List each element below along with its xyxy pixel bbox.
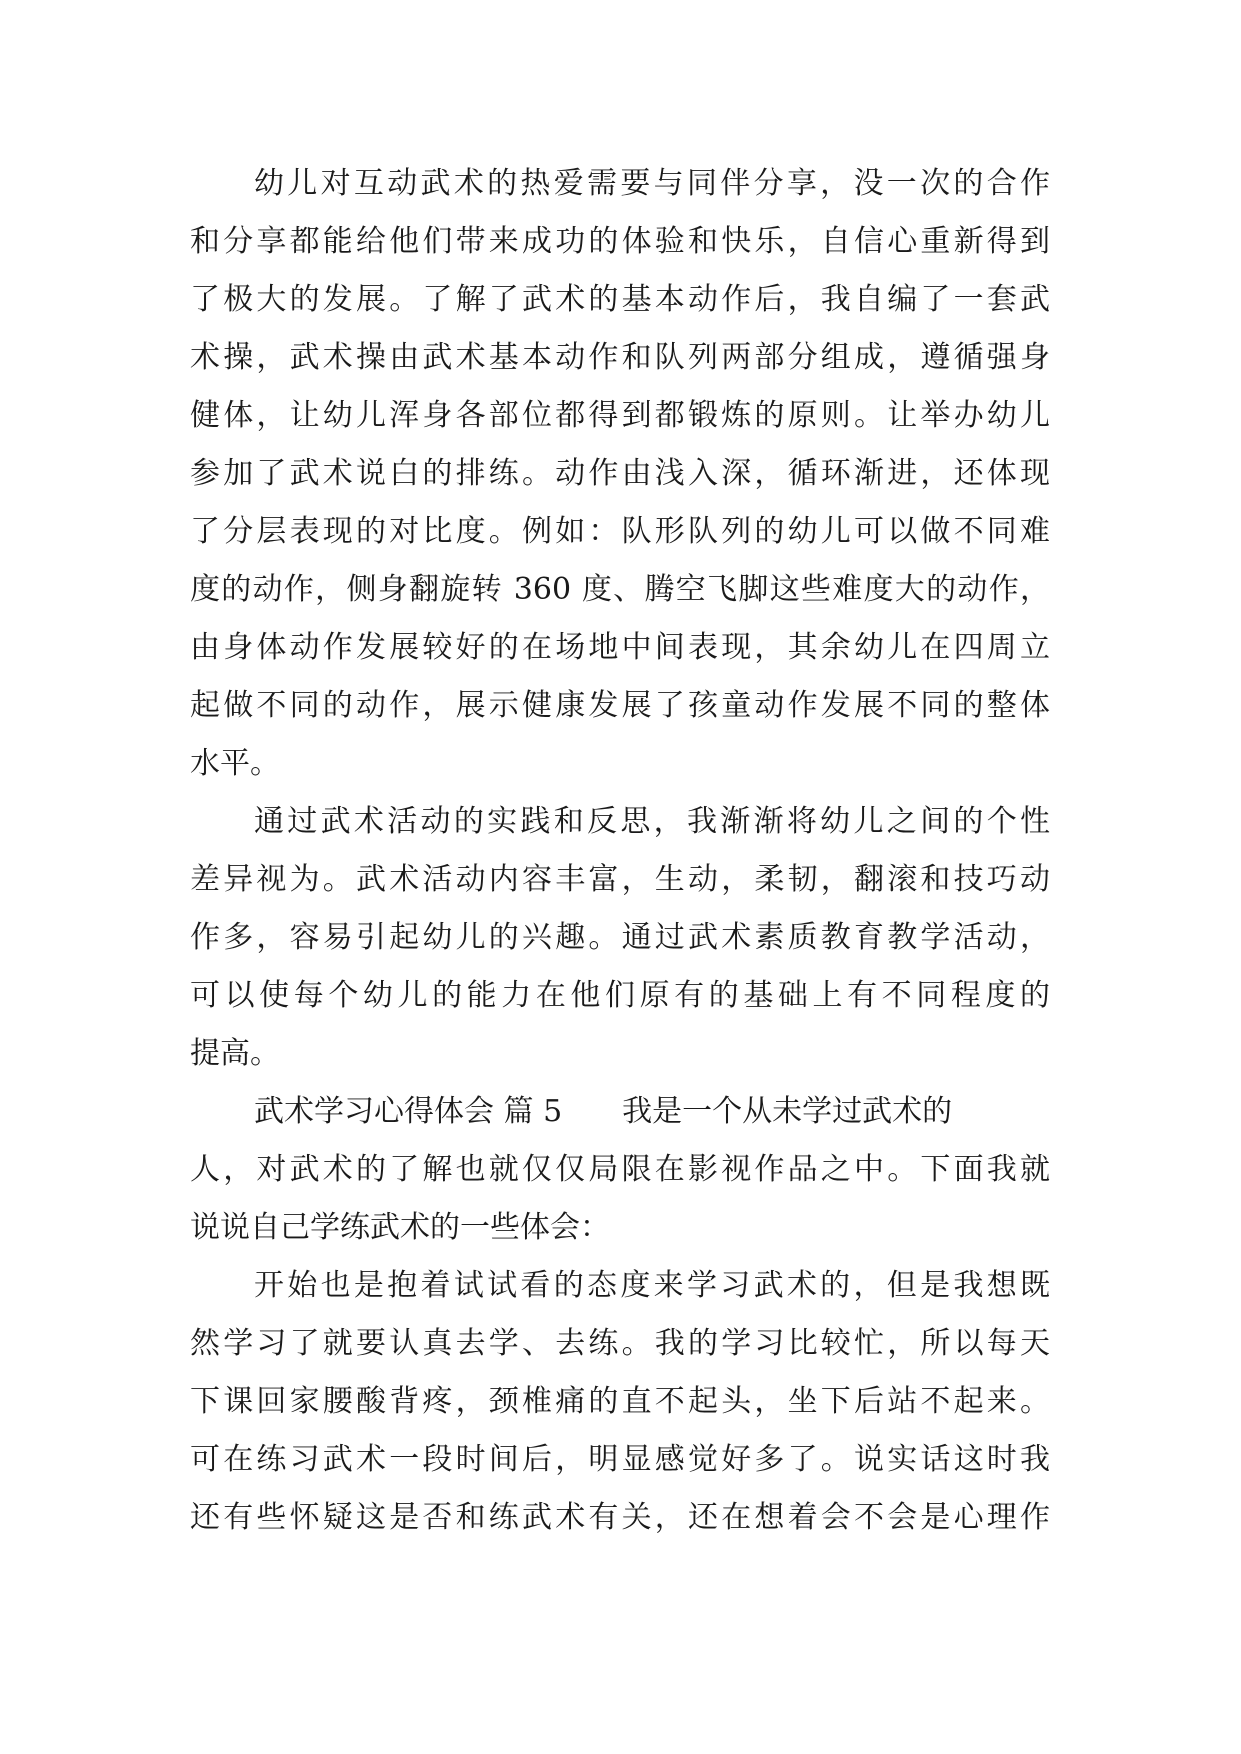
text-line: 然学习了就要认真去学、去练。我的学习比较忙，所以每天 (190, 1326, 1050, 1361)
text-line: 幼儿对互动武术的热爱需要与同伴分享，没一次的合作 (254, 166, 1050, 201)
text-line: 起做不同的动作，展示健康发展了孩童动作发展不同的整体 (190, 688, 1050, 723)
text-line: 健体，让幼儿浑身各部位都得到都锻炼的原则。让举办幼儿 (190, 398, 1050, 433)
text-line: 下课回家腰酸背疼，颈椎痛的直不起头，坐下后站不起来。 (190, 1384, 1050, 1419)
text-line: 由身体动作发展较好的在场地中间表现，其余幼儿在四周立 (190, 630, 1050, 665)
text-line: 参加了武术说白的排练。动作由浅入深，循环渐进，还体现 (190, 456, 1050, 491)
section-heading-line (190, 1083, 1050, 1141)
text-line: 通过武术活动的实践和反思，我渐渐将幼儿之间的个性 (254, 804, 1050, 839)
text-line: 作多，容易引起幼儿的兴趣。通过武术素质教育教学活动， (190, 920, 1050, 955)
text-line: 可在练习武术一段时间后，明显感觉好多了。说实话这时我 (190, 1442, 1050, 1477)
text-line: 和分享都能给他们带来成功的体验和快乐，自信心重新得到 (190, 224, 1050, 259)
text-line: 开始也是抱着试试看的态度来学习武术的，但是我想既 (254, 1268, 1050, 1303)
text-line-continuation: 我是一个从未学过武术的 (622, 1094, 953, 1129)
text-line: 度的动作，侧身翻旋转 360 度、腾空飞脚这些难度大的动作， (190, 572, 1050, 607)
text-line: 提高。 (190, 1036, 280, 1071)
text-line: 说说自己学练武术的一些体会： (190, 1210, 610, 1245)
body-text (190, 155, 1050, 1547)
text-line: 人，对武术的了解也就仅仅局限在影视作品之中。下面我就 (190, 1152, 1050, 1187)
text-line: 术操，武术操由武术基本动作和队列两部分组成，遵循强身 (190, 340, 1050, 375)
text-line: 水平。 (190, 746, 280, 781)
text-line: 了极大的发展。了解了武术的基本动作后，我自编了一套武 (190, 282, 1050, 317)
text-line: 差异视为。武术活动内容丰富，生动，柔韧，翻滚和技巧动 (190, 862, 1050, 897)
text-line: 还有些怀疑这是否和练武术有关，还在想着会不会是心理作 (190, 1500, 1050, 1535)
text-line: 可以使每个幼儿的能力在他们原有的基础上有不同程度的 (190, 978, 1050, 1013)
section-heading: 武术学习心得体会 篇 5 (254, 1094, 563, 1129)
text-line: 了分层表现的对比度。例如：队形队列的幼儿可以做不同难 (190, 514, 1050, 549)
